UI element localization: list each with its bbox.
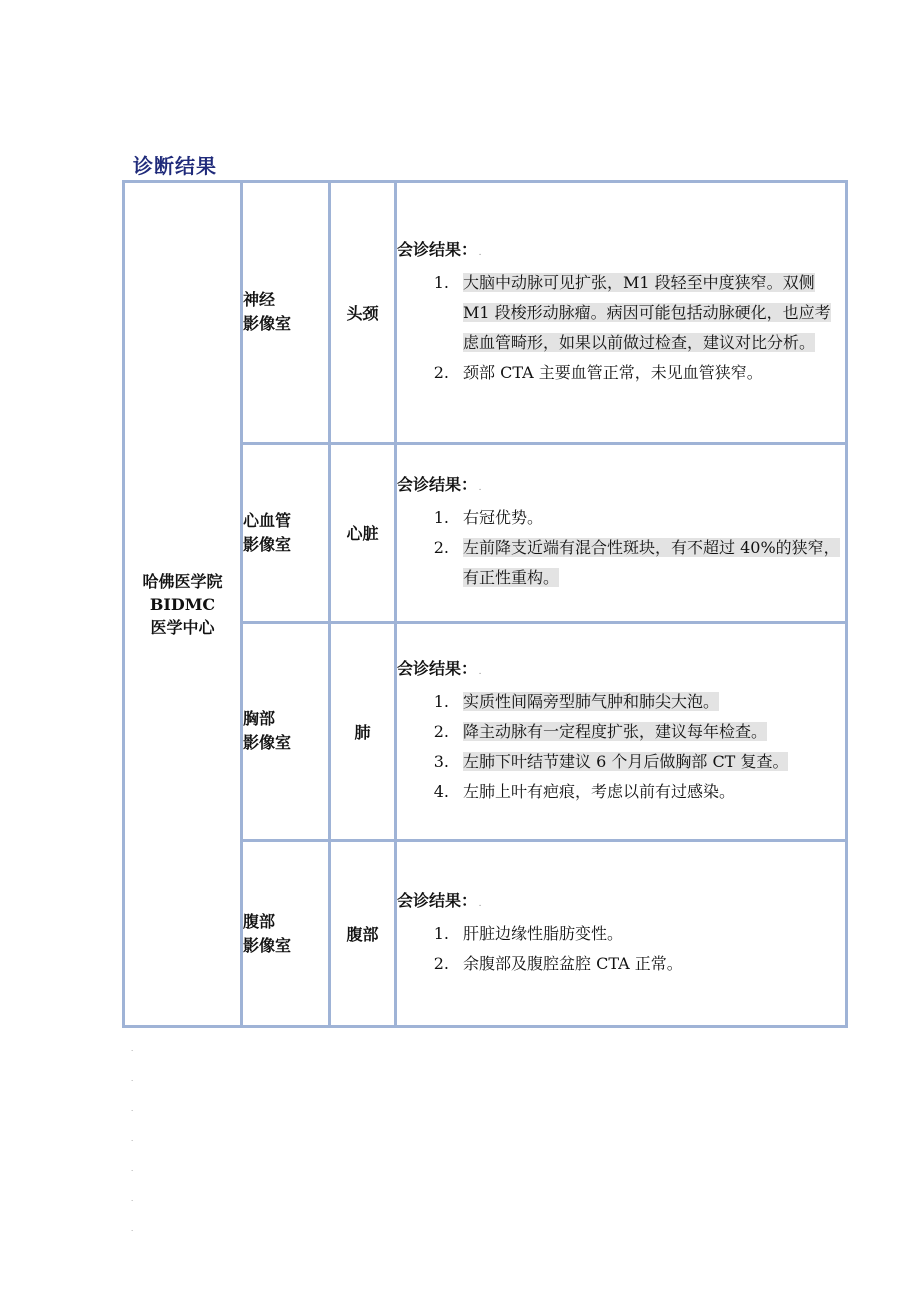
- department-cell: [242, 443, 330, 622]
- consult-label-text: 会诊结果：: [397, 239, 478, 259]
- consult-label: [397, 888, 845, 911]
- hospital-name-line: 哈佛医学院: [142, 571, 223, 591]
- body-region-cell: 肺: [330, 622, 396, 841]
- findings-list: [397, 687, 845, 807]
- hospital-name-cell: [124, 182, 242, 1027]
- list-item: [397, 503, 845, 533]
- department-cell: [242, 841, 330, 1027]
- findings-cell: [396, 443, 847, 622]
- para-mark: .: [479, 249, 482, 257]
- list-item: [397, 949, 845, 979]
- item-text: [463, 268, 845, 358]
- list-item: [397, 358, 845, 388]
- department-name: 影像室: [243, 935, 292, 955]
- list-item: [397, 717, 845, 747]
- page-title: 诊断结果: [133, 154, 217, 178]
- item-text: 余腹部及腹腔盆腔 CTA 正常。: [463, 954, 683, 974]
- item-number: 1.: [433, 272, 449, 292]
- list-item: [397, 747, 845, 777]
- para-mark: .: [131, 1045, 134, 1053]
- para-mark: .: [131, 1195, 134, 1203]
- para-mark: .: [479, 668, 482, 676]
- para-mark: .: [131, 1105, 134, 1113]
- para-mark: .: [131, 1225, 134, 1233]
- list-item: [397, 268, 845, 358]
- body-region-cell: 心脏: [330, 443, 396, 622]
- findings-cell: [396, 182, 847, 444]
- list-item: [397, 687, 845, 717]
- item-text-highlight: 左前降支近端有混合性斑块，有不超过 40%的狭窄，有正性重构。: [463, 538, 840, 588]
- consult-label: [397, 237, 845, 260]
- item-text: 肝脏边缘性脂肪变性。: [463, 924, 624, 944]
- consult-label-text: 会诊结果：: [397, 658, 478, 678]
- findings-cell: [396, 622, 847, 841]
- list-item: [397, 533, 845, 593]
- department-name: 胸部: [243, 709, 276, 729]
- item-text-highlight: 降主动脉有一定程度扩张，建议每年检查。: [463, 721, 768, 741]
- department-name: 影像室: [243, 733, 292, 753]
- item-text: 右冠优势。: [463, 508, 544, 528]
- findings-list: [397, 919, 845, 979]
- item-number: 2.: [433, 721, 449, 741]
- table-row: [124, 182, 847, 444]
- item-number: 4.: [433, 781, 449, 801]
- consult-label-text: 会诊结果：: [397, 475, 478, 495]
- body-region-cell: 腹部: [330, 841, 396, 1027]
- para-mark: .: [131, 1135, 134, 1143]
- item-text: 左肺上叶有疤痕，考虑以前有过感染。: [463, 781, 736, 801]
- item-number: 2.: [433, 538, 449, 558]
- findings-cell: [396, 841, 847, 1027]
- item-text-highlight: 实质性间隔旁型肺气肿和肺尖大泡。: [463, 691, 720, 711]
- department-name: 影像室: [243, 534, 292, 554]
- diagnosis-results-table: [122, 180, 848, 1028]
- item-number: 3.: [433, 751, 449, 771]
- item-text-highlight: 左肺下叶结节建议 6 个月后做胸部 CT 复查。: [463, 751, 789, 771]
- department-cell: [242, 182, 330, 444]
- item-text-highlight: 大脑中动脉可见扩张，M1 段轻至中度狭窄。双侧 M1 段梭形动脉瘤。病因可能包括动脉硬化，也应考虑血管畸形，如果以前做过检查，建议对比分析。: [463, 272, 831, 352]
- list-item: [397, 777, 845, 807]
- body-region-cell: 头颈: [330, 182, 396, 444]
- item-text: [463, 717, 845, 747]
- department-name: 神经: [243, 290, 276, 310]
- item-text: [463, 687, 845, 717]
- department-name: 影像室: [243, 314, 292, 334]
- findings-list: [397, 503, 845, 593]
- item-text: [463, 533, 845, 593]
- department-name: 心血管: [243, 510, 292, 530]
- consult-label-text: 会诊结果：: [397, 891, 478, 911]
- item-number: 1.: [433, 691, 449, 711]
- consult-label: [397, 472, 845, 495]
- findings-list: [397, 268, 845, 388]
- department-name: 腹部: [243, 911, 276, 931]
- para-mark: .: [479, 901, 482, 909]
- department-cell: [242, 622, 330, 841]
- para-mark: .: [131, 1075, 134, 1083]
- item-text: [463, 747, 845, 777]
- item-number: 1.: [433, 508, 449, 528]
- hospital-name-line: BIDMC: [149, 594, 216, 614]
- consult-label: [397, 656, 845, 679]
- para-mark: .: [131, 1165, 134, 1173]
- item-text: 颈部 CTA 主要血管正常，未见血管狭窄。: [463, 362, 763, 382]
- item-number: 2.: [433, 954, 449, 974]
- hospital-name-line: 医学中心: [150, 617, 215, 637]
- item-number: 1.: [433, 924, 449, 944]
- item-number: 2.: [433, 362, 449, 382]
- para-mark: .: [479, 485, 482, 493]
- list-item: [397, 919, 845, 949]
